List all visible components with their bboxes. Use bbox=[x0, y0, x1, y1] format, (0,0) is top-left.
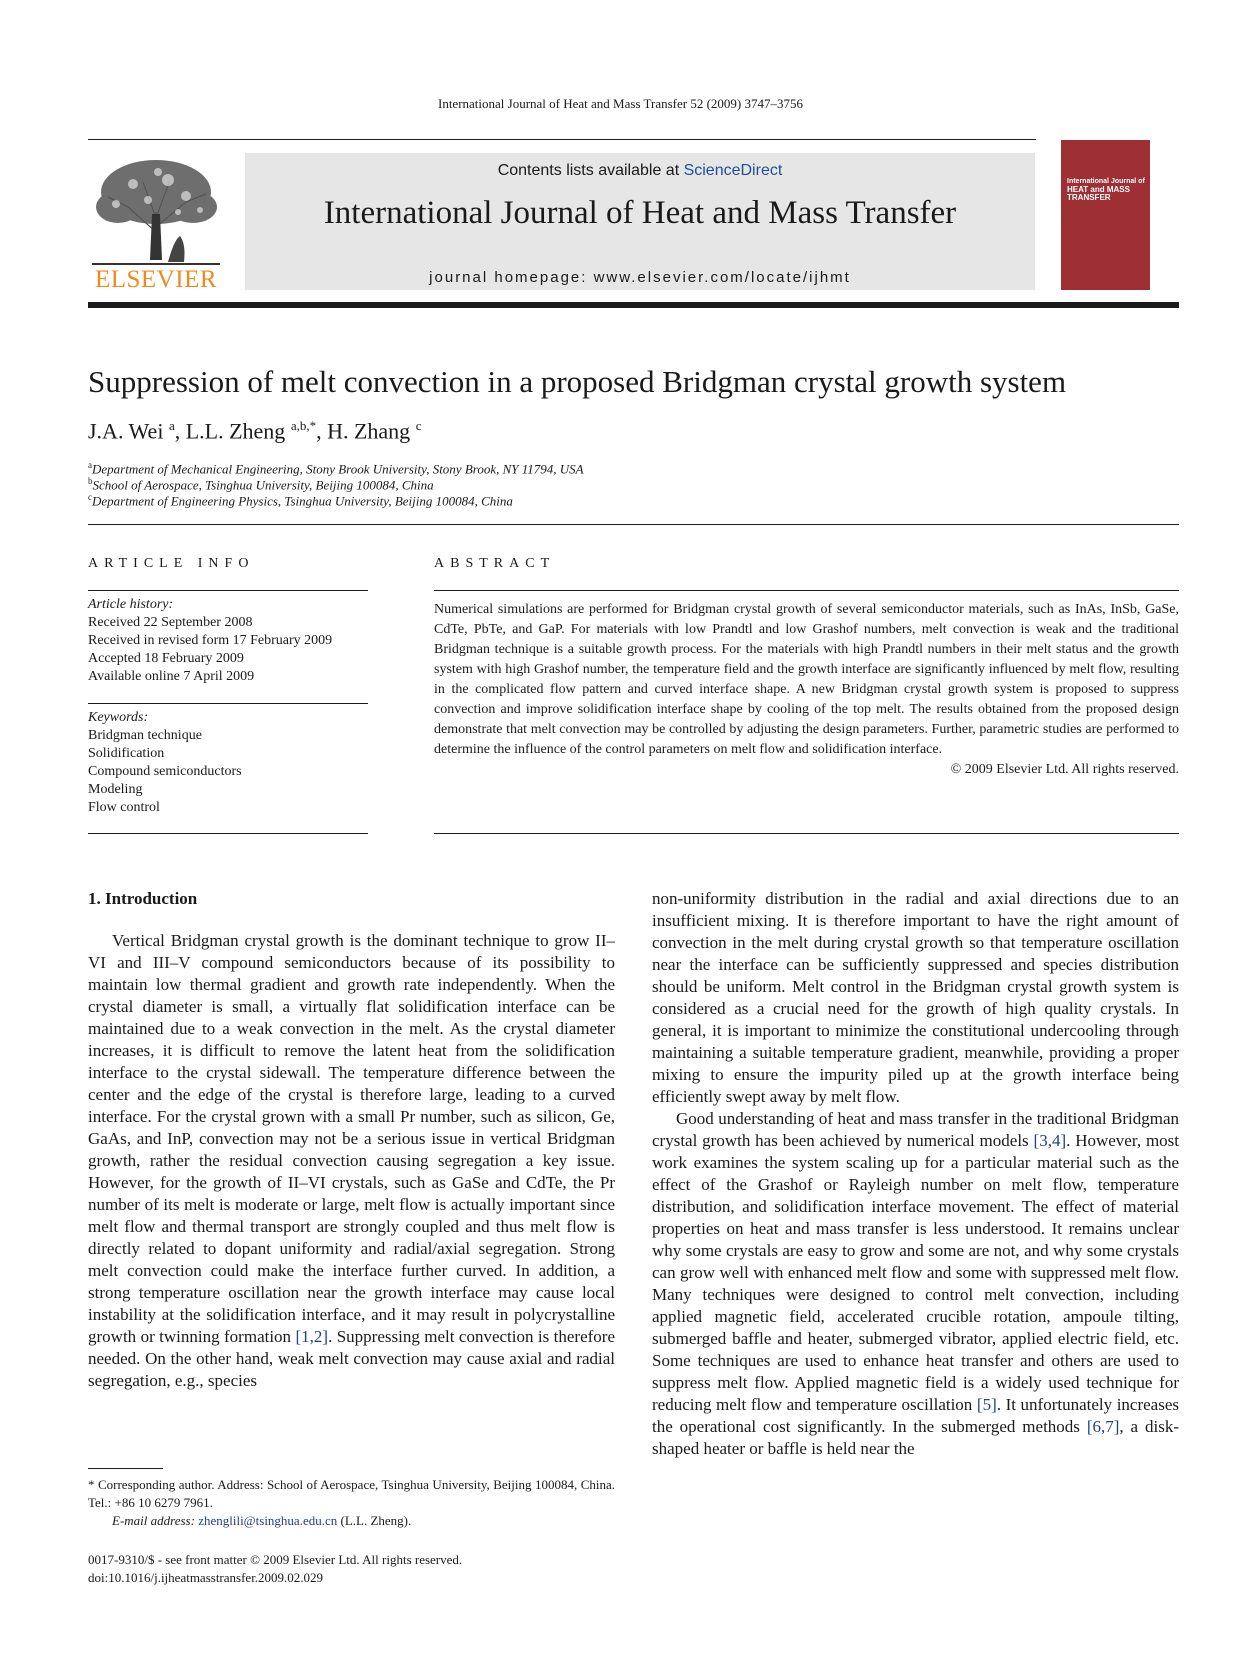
footnote-email-line bbox=[88, 1512, 615, 1530]
citation-5[interactable]: [5] bbox=[976, 1395, 997, 1414]
author-separator: , bbox=[316, 418, 328, 444]
section-heading-introduction: 1. Introduction bbox=[88, 889, 198, 908]
front-matter-info bbox=[88, 1551, 462, 1587]
paragraph-text: Vertical Bridgman crystal growth is the dominant technique to grow II–VI and III–V compound semiconductors because of its possibility to maintain low thermal gradient and growth rate independently. When the crystal diameter is small, a virtually flat solidification interface can be maintained due to a weak convection in the melt. As the crystal diameter increases, it is difficult to remove the latent heat from the solidification interface to the crystal sidewall. The temperature difference between the center and the edge of the crystal is therefore large, leading to a curved interface. For the crystal grown with a small Pr number, such as silicon, Ge, GaAs, and InP, convection may not be a serious issue in vertical Bridgman growth, rather the residual convection causing segregation a key issue. However, for the growth of II–VI crystals, such as GaSe and CdTe, the Pr number of its melt is moderate or large, melt flow is actually important since melt flow and thermal transport are strongly coupled and thus melt flow is directly related to dopant uniformity and radial/axial segregation. Strong melt convection could make the interface further curved. In addition, a strong temperature oscillation near the growth interface may cause local instability at the solidification interface, and it may result in polycrystalline growth or twinning formation bbox=[88, 931, 615, 1346]
intro-paragraph-1-cont: non-uniformity distribution in the radial and axial directions due to an insufficient mixing. It is therefore important to have the right amount of convection in the melt during crystal growth so that temperature oscillation near the interface can be sufficiently suppressed and species distribution should be uniform. Melt control in the Bridgman crystal growth system is considered as a crucial need for the growth of high quality crystals. In general, it is important to minimize the constitutional undercooling through maintaining a suitable temperature gradient, meanwhile, providing a proper mixing to ensure the impurity piled up at the growth interface being efficiently swept away by melt flow. bbox=[652, 889, 1179, 1106]
cover-line-2: HEAT and MASS bbox=[1067, 185, 1130, 194]
article-info-bottom-rule bbox=[88, 833, 368, 834]
affiliation-a bbox=[88, 460, 584, 477]
elsevier-logo[interactable] bbox=[88, 152, 224, 292]
keyword-item: Solidification bbox=[88, 746, 165, 761]
keyword-item: Flow control bbox=[88, 800, 160, 815]
abstract-label: ABSTRACT bbox=[434, 556, 556, 571]
journal-cover-image[interactable] bbox=[1061, 140, 1150, 290]
affiliation-marker: c bbox=[88, 492, 92, 502]
header-rule-thick bbox=[88, 302, 1179, 308]
abstract-body bbox=[434, 600, 1179, 780]
contents-prefix: Contents lists available at bbox=[497, 162, 684, 179]
keywords-label: Keywords: bbox=[88, 710, 149, 725]
author-1-affil: a bbox=[168, 418, 175, 433]
author-email-link[interactable]: zhenglili@tsinghua.edu.cn bbox=[198, 1513, 338, 1528]
keywords-rule bbox=[88, 703, 368, 704]
body-right-column bbox=[652, 888, 1179, 1460]
affiliation-text: Department of Mechanical Engineering, Stony Brook University, Stony Brook, NY 11794, USA bbox=[92, 461, 584, 477]
affiliation-c bbox=[88, 492, 513, 509]
author-2-affil: a,b,* bbox=[290, 418, 317, 433]
history-online: Available online 7 April 2009 bbox=[88, 669, 255, 684]
cover-text bbox=[1067, 178, 1145, 202]
article-history bbox=[88, 596, 368, 686]
author-list bbox=[88, 418, 421, 444]
affiliation-text: Department of Engineering Physics, Tsinghua University, Beijing 100084, China bbox=[92, 493, 513, 509]
paragraph-text: . However, most work examines the system scaling up for a particular material such as the effect of the Grashof or Rayleigh number on melt flow, temperature distribution, and solidification interface movement. The effect of material properties on heat and mass transfer is less understood. It remains unclear why some crystals are easy to grow and some are not, and why some crystals can grow well with enhanced melt flow and some with suppressed melt flow. Many techniques were designed to control melt convection, including applied magnetic field, accelerated crucible rotation, ampoule tilting, submerged baffle and heater, submerged vibrator, applied electric field, etc. Some techniques are used to enhance heat transfer and others are used to suppress melt flow. Applied magnetic field is a widely used technique for reducing melt flow and temperature oscillation bbox=[652, 1131, 1179, 1414]
paragraph-text: . It unfortunately increases the operational cost significantly. In the submerged methods bbox=[652, 1395, 1179, 1436]
keyword-item: Compound semiconductors bbox=[88, 764, 242, 779]
body-left-column bbox=[88, 888, 615, 1392]
sciencedirect-link[interactable]: ScienceDirect bbox=[683, 162, 783, 179]
keyword-item: Bridgman technique bbox=[88, 728, 202, 743]
keywords-block bbox=[88, 709, 368, 817]
abstract-rule bbox=[434, 590, 1179, 591]
history-accepted: Accepted 18 February 2009 bbox=[88, 651, 244, 666]
affiliation-marker: a bbox=[88, 460, 92, 470]
email-label: E-mail address: bbox=[112, 1513, 199, 1528]
footnote-corresponding: * Corresponding author. Address: School of Aerospace, Tsinghua University, Beijing 100084, China. Tel.: +86 10 6279 7961. bbox=[88, 1477, 615, 1510]
affiliation-rule bbox=[88, 524, 1179, 525]
abstract-bottom-rule bbox=[434, 833, 1179, 834]
article-info-label: ARTICLE INFO bbox=[88, 556, 255, 571]
cover-line-1: International Journal of bbox=[1067, 178, 1145, 185]
running-head: International Journal of Heat and Mass Transfer 52 (2009) 3747–3756 bbox=[437, 96, 803, 111]
keyword-item: Modeling bbox=[88, 782, 143, 797]
cover-line-3: TRANSFER bbox=[1067, 193, 1111, 202]
issn-line: 0017-9310/$ - see front matter © 2009 Elsevier Ltd. All rights reserved. bbox=[88, 1552, 463, 1567]
paragraph-text: Good understanding of heat and mass transfer in the traditional Bridgman crystal growth has been achieved by numerical models bbox=[652, 1109, 1179, 1150]
article-info-rule bbox=[88, 590, 368, 591]
abstract-text: Numerical simulations are performed for Bridgman crystal growth of several semiconductor materials, such as InAs, InSb, GaSe, CdTe, PbTe, and GaP. For materials with low Prandtl and low Grashof numbers, melt convection is weak and the traditional Bridgman technique is a suitable growth process. For the materials with high Prandtl numbers in their melt status and the growth system with high Grashof number, the temperature field and the growth interface are significantly influenced by melt flow, resulting in the complicated flow pattern and curved interface shape. A new Bridgman crystal growth system is proposed to suppress convection and improve solidification interface shape by cooling of the top melt. The results obtained from the proposed design demonstrate that melt convection may be controlled by adjusting the design parameters. Further, parametric studies are performed to determine the influence of the control parameters on melt flow and solidification interface. bbox=[434, 602, 1179, 757]
journal-banner bbox=[245, 153, 1035, 290]
author-3-affil: c bbox=[415, 418, 422, 433]
citation-6-7[interactable]: [6,7] bbox=[1086, 1417, 1120, 1436]
header-rule-thin bbox=[88, 139, 1036, 140]
abstract-copyright: © 2009 Elsevier Ltd. All rights reserved. bbox=[950, 762, 1179, 777]
author-separator: , bbox=[174, 418, 186, 444]
paragraph-text: , a disk-shaped heater or baffle is held near the bbox=[652, 1417, 1179, 1458]
author-2[interactable]: L.L. Zheng bbox=[185, 418, 286, 444]
intro-paragraph-2 bbox=[652, 1108, 1179, 1460]
email-suffix: (L.L. Zheng). bbox=[337, 1513, 412, 1528]
affiliation-text: School of Aerospace, Tsinghua University, Beijing 100084, China bbox=[92, 477, 434, 493]
citation-3-4[interactable]: [3,4] bbox=[1033, 1131, 1067, 1150]
history-label: Article history: bbox=[88, 597, 174, 612]
citation-1-2[interactable]: [1,2] bbox=[295, 1327, 329, 1346]
author-1[interactable]: J.A. Wei bbox=[88, 418, 164, 444]
history-received: Received 22 September 2008 bbox=[88, 615, 253, 630]
contents-line bbox=[245, 162, 1035, 180]
author-3[interactable]: H. Zhang bbox=[327, 418, 411, 444]
corresponding-author-footnote bbox=[88, 1476, 615, 1530]
history-revised: Received in revised form 17 February 2009 bbox=[88, 633, 333, 648]
footnote-rule bbox=[88, 1468, 163, 1469]
journal-homepage-link[interactable]: journal homepage: www.elsevier.com/locate/ijhmt bbox=[429, 269, 851, 286]
paper-title: Suppression of melt convection in a proposed Bridgman crystal growth system bbox=[88, 364, 1067, 399]
doi-link[interactable]: doi:10.1016/j.ijheatmasstransfer.2009.02.029 bbox=[88, 1570, 324, 1585]
affiliation-marker: b bbox=[88, 476, 93, 486]
affiliation-b bbox=[88, 476, 434, 493]
intro-paragraph-1 bbox=[88, 930, 615, 1392]
journal-title: International Journal of Heat and Mass Transfer bbox=[323, 195, 957, 231]
paragraph-text: . Suppressing melt convection is therefore needed. On the other hand, weak melt convection may cause axial and radial segregation, e.g., species bbox=[88, 1327, 615, 1390]
publisher-wordmark: ELSEVIER bbox=[94, 266, 218, 293]
